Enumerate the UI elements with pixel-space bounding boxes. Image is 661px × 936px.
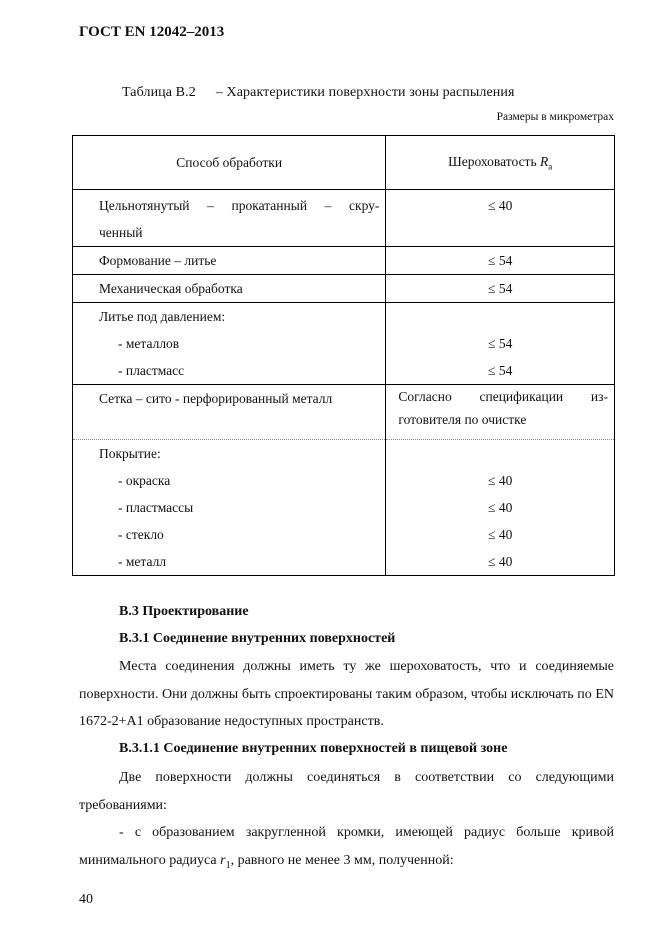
table-row xyxy=(73,440,615,576)
row-sub-method: - пластмассы xyxy=(118,500,194,515)
row-value-cont: готовителя по очистке xyxy=(398,412,527,427)
table-row xyxy=(73,190,615,247)
table-row xyxy=(73,275,615,303)
row-method-cont: ченный xyxy=(99,225,143,240)
row-value: ≤ 40 xyxy=(488,500,513,515)
table-caption xyxy=(122,85,515,101)
table-header-row xyxy=(73,136,615,190)
roughness-symbol: R xyxy=(540,153,549,169)
caption-label: Таблица В.2 xyxy=(122,85,196,100)
row-method: Покрытие: xyxy=(99,446,161,461)
row-sub-method: - металлов xyxy=(118,336,180,351)
table-row xyxy=(73,385,615,440)
section-b311-heading: В.3.1.1 Соединение внутренних поверхностей в пищевой зоне xyxy=(119,741,508,756)
roughness-header-text: Шероховатость xyxy=(448,153,540,169)
row-value: ≤ 54 xyxy=(488,281,513,296)
row-method: Сетка – сито - перфорированный металл xyxy=(99,391,333,406)
document-header: ГОСТ EN 12042–2013 xyxy=(79,24,225,40)
row-value: ≤ 54 xyxy=(488,363,513,378)
row-method: Литье под давлением: xyxy=(99,309,226,324)
caption-text: – Характеристики поверхности зоны распыления xyxy=(215,85,515,100)
row-sub-method: - металл xyxy=(118,554,167,569)
surface-characteristics-table xyxy=(72,135,615,576)
row-value: ≤ 40 xyxy=(488,554,513,569)
item-text: - с образованием закругленной кромки, имеющей радиус больше кривой минимального радиуса xyxy=(79,825,614,868)
roughness-subscript: a xyxy=(548,161,553,172)
row-value: ≤ 40 xyxy=(488,473,513,488)
table-row xyxy=(73,247,615,275)
row-sub-method: - пластмасс xyxy=(118,363,185,378)
row-value: ≤ 40 xyxy=(488,527,513,542)
row-method: Формование – литье xyxy=(99,253,217,268)
section-b3-heading: В.3 Проектирование xyxy=(119,604,249,619)
units-note: Размеры в микрометрах xyxy=(496,111,614,123)
row-value: Согласно спецификации из- xyxy=(398,389,608,404)
row-sub-method: - стекло xyxy=(118,527,164,542)
row-value: ≤ 40 xyxy=(488,198,513,213)
section-b31-text: Места соединения должны иметь ту же шероховатость, что и соединяемые поверхности. Они должны быть спроектированы таким образом, чтобы исключать по EN 1672-2+A1 образование недоступных пространств. xyxy=(79,659,614,729)
col-method-header: Способ обработки xyxy=(73,136,386,190)
row-method: Механическая обработка xyxy=(99,281,243,296)
radius-symbol: r xyxy=(220,852,226,868)
table-row xyxy=(73,303,615,385)
section-b31-heading: В.3.1 Соединение внутренних поверхностей xyxy=(119,631,396,646)
row-value: ≤ 54 xyxy=(488,253,513,268)
section-b311-item xyxy=(79,819,614,879)
row-value: ≤ 54 xyxy=(488,336,513,351)
row-sub-method: - окраска xyxy=(118,473,171,488)
row-method: Цельнотянутый – прокатанный – скру- xyxy=(99,198,380,213)
radius-subscript: 1 xyxy=(225,859,231,871)
col-roughness-header xyxy=(386,136,615,190)
page-number: 40 xyxy=(79,892,93,907)
section-b311-text: Две поверхности должны соединяться в соответствии со следующими требованиями: xyxy=(79,770,614,813)
item-text-end: , равного не менее 3 мм, полученной: xyxy=(230,852,454,868)
